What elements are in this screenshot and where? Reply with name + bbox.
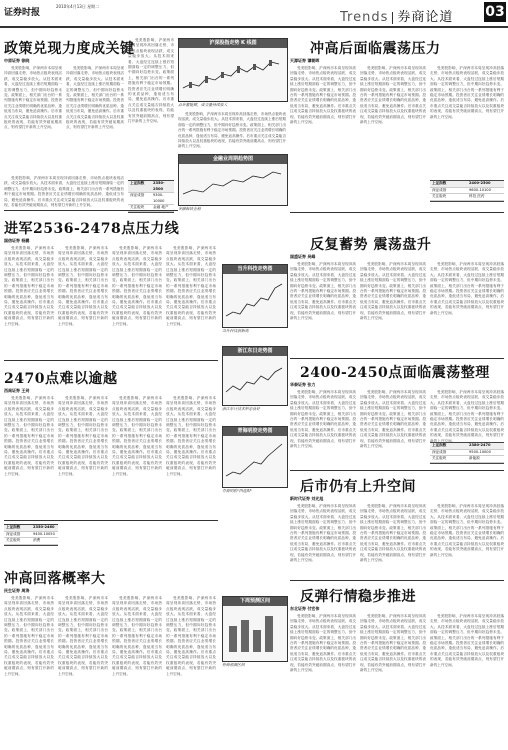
article-body: 受美股影响，沪深两市本周呈现冲高回落走势，市场热点板块表现活跃，成交量稳步放大。从技术面来看，大盘经过连续上涨后短期面临一定的调整压力，但中期向好趋势未变。政策面上，相关部门出台的一系列措施有利于稳定市场预期。投资者应关注业绩增长明确的优质品种，逢低适当布局，避免追高操作。后市重点关注成交量能否持续放大以及权重板块的表现，若能有效突破前期高点，则有望打开新的上升空间。: [360, 614, 426, 673]
byline-a5: 华泰证券 张力: [290, 382, 316, 387]
article-body: 受美股影响，沪深两市本周呈现冲高回落走势，市场热点板块表现活跃，成交量稳步放大。从技术面来看，大盘经过连续上涨后短期面临一定的调整压力，但中期向好趋势未变。政策面上，相关部门出台的一系列措施有利于稳定市场预期。投资者应关注业绩增长明确的优质品种，逢低适当布局，避免追高操作。后市重点关注成交量能否持续放大以及权重板块的表现，若能有效突破前期高点，则有望打开新的上升空间。: [128, 38, 174, 124]
chart-caption: 金融板块企稳: [178, 206, 201, 211]
chart-caption: 点金蓄能期，成交量持续放大: [178, 102, 228, 107]
byline-a4: 国盛证券 吴峰: [290, 254, 316, 259]
chart-caption: 浙江东日技术形态良好: [222, 406, 260, 411]
headline-a3: 进军2536-2478点压力线: [4, 221, 180, 237]
forecast-chart: [222, 596, 288, 662]
dateline: 2010年4月13日 星期二: [56, 4, 100, 9]
section-title-en: Trends: [340, 10, 389, 25]
forecast-table: 上证指数 2380-2470 深证成指 9500-10000 关注板块 新能源: [430, 442, 504, 464]
article-body: 受美股影响，沪深两市本周呈现冲高回落走势，市场热点板块表现活跃，成交量稳步放大。从技术面来看，大盘经过连续上涨后短期面临一定的调整压力，但中期向好趋势未变。政策面上，相关部门出台的一系列措施有利于稳定市场预期。投资者应关注业绩增长明确的优质品种，逢低适当布局，避免追高操作。后市重点关注成交量能否持续放大以及权重板块的表现，若能有效突破前期高点，则有望打开新的上升空间。: [290, 66, 356, 125]
stock-chart: [222, 426, 288, 488]
headline-a1: 政策兑现力度成关键: [4, 41, 135, 57]
headline-a5: 2400-2450点面临震荡整理: [300, 365, 490, 381]
byline-a1: 中原证券 徐晓: [4, 58, 30, 63]
byline-a3: 国信证券 杨鹏: [4, 238, 30, 243]
sector-chart-svg: [179, 164, 285, 202]
article-body: 受美股影响，沪深两市本周呈现冲高回落走势，市场热点板块表现活跃，成交量稳步放大。从技术面来看，大盘经过连续上涨后短期面临一定的调整压力，但中期向好趋势未变。政策面上，相关部门出台的一系列措施有利于稳定市场预期。投资者应关注业绩增长明确的优质品种，逢低适当布局，避免追高操作。后市重点关注成交量能否持续放大以及权重板块的表现，若能有效突破前期高点，则有望打开新的上升空间。: [58, 596, 108, 676]
article-body: 受美股影响，沪深两市本周呈现冲高回落走势，市场热点板块表现活跃，成交量稳步放大。从技术面来看，大盘经过连续上涨后短期面临一定的调整压力，但中期向好趋势未变。政策面上，相关部门出台的一系列措施有利于稳定市场预期。投资者应关注业绩增长明确的优质品种，逢低适当布局，避免追高操作。后市重点关注成交量能否持续放大以及权重板块的表现，若能有效突破前期高点，则有望打开新的上升空间。: [4, 246, 54, 326]
byline-a9: 东北证券 付宏伟: [290, 606, 320, 611]
chart-title: 浙江东日走势图: [223, 347, 287, 356]
chart-caption: 青海明胶"四连阳": [222, 488, 253, 493]
article-body: 受美股影响，沪深两市本周呈现冲高回落走势，市场热点板块表现活跃，成交量稳步放大。从技术面来看，大盘经过连续上涨后短期面临一定的调整压力，但中期向好趋势未变。政策面上，相关部门出台的一系列措施有利于稳定市场预期。投资者应关注业绩增长明确的优质品种，逢低适当布局，避免追高操作。后市重点关注成交量能否持续放大以及权重板块的表现，若能有效突破前期高点，则有望打开新的上升空间。: [290, 614, 356, 673]
chart-title: 下周预测区间: [223, 597, 287, 606]
byline-a8: 民生证券 周涛: [4, 588, 30, 593]
divider: [290, 212, 504, 213]
chart-caption: 券商预测区间: [222, 662, 245, 667]
article-body: 受美股影响，沪深两市本周呈现冲高回落走势，市场热点板块表现活跃，成交量稳步放大。从技术面来看，大盘经过连续上涨后短期面临一定的调整压力，但中期向好趋势未变。政策面上，相关部门出台的一系列措施有利于稳定市场预期。投资者应关注业绩增长明确的优质品种，逢低适当布局，避免追高操作。后市重点关注成交量能否持续放大以及权重板块的表现，若能有效突破前期高点，则有望打开新的上升空间。: [430, 504, 504, 557]
headline-a9: 反弹行情稳步推进: [300, 589, 416, 605]
divider: [4, 520, 218, 521]
headline-a6: 2470点难以逾越: [4, 371, 118, 387]
article-body: 受美股影响，沪深两市本周呈现冲高回落走势，市场热点板块表现活跃，成交量稳步放大。从技术面来看，大盘经过连续上涨后短期面临一定的调整压力，但中期向好趋势未变。政策面上，相关部门出台的一系列措施有利于稳定市场预期。投资者应关注业绩增长明确的优质品种，逢低适当布局，避免追高操作。后市重点关注成交量能否持续放大以及权重板块的表现，若能有效突破前期高点，则有望打开新的上升空间。: [112, 596, 162, 676]
article-body: 受美股影响，沪深两市本周呈现冲高回落走势，市场热点板块表现活跃，成交量稳步放大。从技术面来看，大盘经过连续上涨后短期面临一定的调整压力，但中期向好趋势未变。政策面上，相关部门出台的一系列措施有利于稳定市场预期。投资者应关注业绩增长明确的优质品种，逢低适当布局，避免追高操作。后市重点关注成交量能否持续放大以及权重板块的表现，若能有效突破前期高点，则有望打开新的上升空间。: [290, 262, 356, 321]
headline-a2: 冲高后面临震荡压力: [310, 41, 441, 57]
article-body: 受美股影响，沪深两市本周呈现冲高回落走势，市场热点板块表现活跃，成交量稳步放大。从技术面来看，大盘经过连续上涨后短期面临一定的调整压力，但中期向好趋势未变。政策面上，相关部门出台的一系列措施有利于稳定市场预期。投资者应关注业绩增长明确的优质品种，逢低适当布局，避免追高操作。后市重点关注成交量能否持续放大以及权重板块的表现，若能有效突破前期高点，则有望打开新的上升空间。: [4, 396, 54, 476]
article-body: 受美股影响，沪深两市本周呈现冲高回落走势，市场热点板块表现活跃，成交量稳步放大。从技术面来看，大盘经过连续上涨后短期面临一定的调整压力，但中期向好趋势未变。政策面上，相关部门出台的一系列措施有利于稳定市场预期。投资者应关注业绩增长明确的优质品种，逢低适当布局，避免追高操作。后市重点关注成交量能否持续放大以及权重板块的表现，若能有效突破前期高点，则有望打开新的上升空间。: [178, 112, 286, 149]
article-body: 受美股影响，沪深两市本周呈现冲高回落走势，市场热点板块表现活跃，成交量稳步放大。从技术面来看，大盘经过连续上涨后短期面临一定的调整压力，但中期向好趋势未变。政策面上，相关部门出台的一系列措施有利于稳定市场预期。投资者应关注业绩增长明确的优质品种，逢低适当布局，避免追高操作。后市重点关注成交量能否持续放大以及权重板块的表现，若能有效突破前期高点，则有望打开新的上升空间。: [290, 390, 356, 449]
chart-title: 青海明胶走势图: [223, 427, 287, 436]
article-body: 受美股影响，沪深两市本周呈现冲高回落走势，市场热点板块表现活跃，成交量稳步放大。从技术面来看，大盘经过连续上涨后短期面临一定的调整压力，但中期向好趋势未变。政策面上，相关部门出台的一系列措施有利于稳定市场预期。投资者应关注业绩增长明确的优质品种，逢低适当布局，避免追高操作。后市重点关注成交量能否持续放大以及权重板块的表现，若能有效突破前期高点，则有望打开新的上升空间。: [360, 262, 426, 321]
chart-title: 金融业周期趋势图: [179, 155, 287, 164]
newspaper-logo: 证券时报: [4, 8, 41, 18]
divider: [290, 580, 504, 581]
headline-a4: 反复蓄势 震荡盘升: [310, 237, 432, 253]
byline-a6: 西南证券 王剑: [4, 388, 30, 393]
stock-chart: [222, 346, 288, 406]
page-number: 03: [485, 4, 505, 20]
article-body: 受美股影响，沪深两市本周呈现冲高回落走势，市场热点板块表现活跃，成交量稳步放大。从技术面来看，大盘经过连续上涨后短期面临一定的调整压力，但中期向好趋势未变。政策面上，相关部门出台的一系列措施有利于稳定市场预期。投资者应关注业绩增长明确的优质品种，逢低适当布局，避免追高操作。后市重点关注成交量能否持续放大以及权重板块的表现，若能有效突破前期高点，则有望打开新的上升空间。: [360, 66, 426, 125]
article-body: 受美股影响，沪深两市本周呈现冲高回落走势，市场热点板块表现活跃，成交量稳步放大。从技术面来看，大盘经过连续上涨后短期面临一定的调整压力，但中期向好趋势未变。政策面上，相关部门出台的一系列措施有利于稳定市场预期。投资者应关注业绩增长明确的优质品种，逢低适当布局，避免追高操作。后市重点关注成交量能否持续放大以及权重板块的表现，若能有效突破前期高点，则有望打开新的上升空间。: [430, 66, 504, 119]
section-title: [340, 6, 453, 25]
article-body: 受美股影响，沪深两市本周呈现冲高回落走势，市场热点板块表现活跃，成交量稳步放大。从技术面来看，大盘经过连续上涨后短期面临一定的调整压力，但中期向好趋势未变。政策面上，相关部门出台的一系列措施有利于稳定市场预期。投资者应关注业绩增长明确的优质品种，逢低适当布局，避免追高操作。后市重点关注成交量能否持续放大以及权重板块的表现，若能有效突破前期高点，则有望打开新的上升空间。: [112, 246, 162, 326]
forecast-table: 上证指数 2350-2460 深证成指 9400-10050 关注板块 消费: [4, 524, 58, 546]
article-body: 受美股影响，沪深两市本周呈现冲高回落走势，市场热点板块表现活跃，成交量稳步放大。从技术面来看，大盘经过连续上涨后短期面临一定的调整压力，但中期向好趋势未变。政策面上，相关部门出台的一系列措施有利于稳定市场预期。投资者应关注业绩增长明确的优质品种，逢低适当布局，避免追高操作。后市重点关注成交量能否持续放大以及权重板块的表现，若能有效突破前期高点，则有望打开新的上升空间。: [4, 596, 54, 676]
chart-caption: 当升科技创新高: [222, 328, 249, 333]
article-body: 受美股影响，沪深两市本周呈现冲高回落走势，市场热点板块表现活跃，成交量稳步放大。从技术面来看，大盘经过连续上涨后短期面临一定的调整压力，但中期向好趋势未变。政策面上，相关部门出台的一系列措施有利于稳定市场预期。投资者应关注业绩增长明确的优质品种，逢低适当布局，避免追高操作。后市重点关注成交量能否持续放大以及权重板块的表现，若能有效突破前期高点，则有望打开新的上升空间。: [58, 396, 108, 476]
article-body: 受美股影响，沪深两市本周呈现冲高回落走势，市场热点板块表现活跃，成交量稳步放大。从技术面来看，大盘经过连续上涨后短期面临一定的调整压力，但中期向好趋势未变。政策面上，相关部门出台的一系列措施有利于稳定市场预期。投资者应关注业绩增长明确的优质品种，逢低适当布局，避免追高操作。后市重点关注成交量能否持续放大以及权重板块的表现，若能有效突破前期高点，则有望打开新的上升空间。: [430, 614, 504, 667]
stock-chart: [222, 264, 288, 328]
forecast-chart-svg: [223, 606, 285, 658]
article-body: 受美股影响，沪深两市本周呈现冲高回落走势，市场热点板块表现活跃，成交量稳步放大。从技术面来看，大盘经过连续上涨后短期面临一定的调整压力，但中期向好趋势未变。政策面上，相关部门出台的一系列措施有利于稳定市场预期。投资者应关注业绩增长明确的优质品种，逢低适当布局，避免追高操作。后市重点关注成交量能否持续放大以及权重板块的表现，若能有效突破前期高点，则有望打开新的上升空间。: [360, 504, 426, 563]
forecast-table: 上证指数 2350-2500 深证成指 9300-10000 关注板块 金融 地产: [128, 180, 174, 213]
article-body: 受美股影响，沪深两市本周呈现冲高回落走势，市场热点板块表现活跃，成交量稳步放大。从技术面来看，大盘经过连续上涨后短期面临一定的调整压力，但中期向好趋势未变。政策面上，相关部门出台的一系列措施有利于稳定市场预期。投资者应关注业绩增长明确的优质品种，逢低适当布局，避免追高操作。后市重点关注成交量能否持续放大以及权重板块的表现，若能有效突破前期高点，则有望打开新的上升空间。: [66, 66, 124, 130]
byline-a2: 天源证券 谭朝晖: [290, 58, 320, 63]
chart-title: 沪深股指走势 K 线图: [179, 39, 287, 48]
article-body: 受美股影响，沪深两市本周呈现冲高回落走势，市场热点板块表现活跃，成交量稳步放大。从技术面来看，大盘经过连续上涨后短期面临一定的调整压力，但中期向好趋势未变。政策面上，相关部门出台的一系列措施有利于稳定市场预期。投资者应关注业绩增长明确的优质品种，逢低适当布局，避免追高操作。后市重点关注成交量能否持续放大以及权重板块的表现，若能有效突破前期高点，则有望打开新的上升空间。: [166, 246, 216, 326]
article-body: 受美股影响，沪深两市本周呈现冲高回落走势，市场热点板块表现活跃，成交量稳步放大。从技术面来看，大盘经过连续上涨后短期面临一定的调整压力，但中期向好趋势未变。政策面上，相关部门出台的一系列措施有利于稳定市场预期。投资者应关注业绩增长明确的优质品种，逢低适当布局，避免追高操作。后市重点关注成交量能否持续放大以及权重板块的表现，若能有效突破前期高点，则有望打开新的上升空间。: [430, 262, 504, 315]
article-body: 受美股影响，沪深两市本周呈现冲高回落走势，市场热点板块表现活跃，成交量稳步放大。从技术面来看，大盘经过连续上涨后短期面临一定的调整压力，但中期向好趋势未变。政策面上，相关部门出台的一系列措施有利于稳定市场预期。投资者应关注业绩增长明确的优质品种，逢低适当布局，避免追高操作。后市重点关注成交量能否持续放大以及权重板块的表现，若能有效突破前期高点，则有望打开新的上升空间。: [166, 596, 216, 676]
forecast-table: 上证指数 2400-2500 深证成指 9600-10100 关注板块 科技 医药: [430, 180, 504, 202]
stock-chart-svg: [223, 436, 285, 484]
article-body: 受美股影响，沪深两市本周呈现冲高回落走势，市场热点板块表现活跃，成交量稳步放大。从技术面来看，大盘经过连续上涨后短期面临一定的调整压力，但中期向好趋势未变。政策面上，相关部门出台的一系列措施有利于稳定市场预期。投资者应关注业绩增长明确的优质品种，逢低适当布局，避免追高操作。后市重点关注成交量能否持续放大以及权重板块的表现，若能有效突破前期高点，则有望打开新的上升空间。: [112, 396, 162, 476]
article-body: 受美股影响，沪深两市本周呈现冲高回落走势，市场热点板块表现活跃，成交量稳步放大。从技术面来看，大盘经过连续上涨后短期面临一定的调整压力，但中期向好趋势未变。政策面上，相关部门出台的一系列措施有利于稳定市场预期。投资者应关注业绩增长明确的优质品种，逢低适当布局，避免追高操作。后市重点关注成交量能否持续放大以及权重板块的表现，若能有效突破前期高点，则有望打开新的上升空间。: [4, 176, 124, 208]
stock-chart-svg: [223, 274, 285, 324]
article-body: 受美股影响，沪深两市本周呈现冲高回落走势，市场热点板块表现活跃，成交量稳步放大。从技术面来看，大盘经过连续上涨后短期面临一定的调整压力，但中期向好趋势未变。政策面上，相关部门出台的一系列措施有利于稳定市场预期。投资者应关注业绩增长明确的优质品种，逢低适当布局，避免追高操作。后市重点关注成交量能否持续放大以及权重板块的表现，若能有效突破前期高点，则有望打开新的上升空间。: [166, 396, 216, 476]
article-body: 受美股影响，沪深两市本周呈现冲高回落走势，市场热点板块表现活跃，成交量稳步放大。从技术面来看，大盘经过连续上涨后短期面临一定的调整压力，但中期向好趋势未变。政策面上，相关部门出台的一系列措施有利于稳定市场预期。投资者应关注业绩增长明确的优质品种，逢低适当布局，避免追高操作。后市重点关注成交量能否持续放大以及权重板块的表现，若能有效突破前期高点，则有望打开新的上升空间。: [360, 390, 426, 449]
article-body: 受美股影响，沪深两市本周呈现冲高回落走势，市场热点板块表现活跃，成交量稳步放大。从技术面来看，大盘经过连续上涨后短期面临一定的调整压力，但中期向好趋势未变。政策面上，相关部门出台的一系列措施有利于稳定市场预期。投资者应关注业绩增长明确的优质品种，逢低适当布局，避免追高操作。后市重点关注成交量能否持续放大以及权重板块的表现，若能有效突破前期高点，则有望打开新的上升空间。: [4, 66, 62, 130]
divider: [4, 210, 178, 211]
article-body: 受美股影响，沪深两市本周呈现冲高回落走势，市场热点板块表现活跃，成交量稳步放大。从技术面来看，大盘经过连续上涨后短期面临一定的调整压力，但中期向好趋势未变。政策面上，相关部门出台的一系列措施有利于稳定市场预期。投资者应关注业绩增长明确的优质品种，逢低适当布局，避免追高操作。后市重点关注成交量能否持续放大以及权重板块的表现，若能有效突破前期高点，则有望打开新的上升空间。: [430, 390, 504, 443]
section-title-cn: 券商论道: [397, 10, 454, 25]
byline-a7: 新时代证券 刘光旭: [290, 496, 324, 501]
article-body: 受美股影响，沪深两市本周呈现冲高回落走势，市场热点板块表现活跃，成交量稳步放大。从技术面来看，大盘经过连续上涨后短期面临一定的调整压力，但中期向好趋势未变。政策面上，相关部门出台的一系列措施有利于稳定市场预期。投资者应关注业绩增长明确的优质品种，逢低适当布局，避免追高操作。后市重点关注成交量能否持续放大以及权重板块的表现，若能有效突破前期高点，则有望打开新的上升空间。: [58, 246, 108, 326]
headline-a8: 冲高回落概率大: [4, 571, 106, 587]
kline-chart: [178, 38, 288, 102]
divider: [290, 358, 504, 359]
divider: [4, 360, 218, 361]
sector-chart: [178, 154, 288, 206]
chart-title: 当升科技走势图: [223, 265, 287, 274]
kline-chart-svg: [179, 48, 285, 98]
divider: [290, 470, 504, 471]
article-body: 受美股影响，沪深两市本周呈现冲高回落走势，市场热点板块表现活跃，成交量稳步放大。从技术面来看，大盘经过连续上涨后短期面临一定的调整压力，但中期向好趋势未变。政策面上，相关部门出台的一系列措施有利于稳定市场预期。投资者应关注业绩增长明确的优质品种，逢低适当布局，避免追高操作。后市重点关注成交量能否持续放大以及权重板块的表现，若能有效突破前期高点，则有望打开新的上升空间。: [290, 504, 356, 563]
stock-chart-svg: [223, 356, 285, 402]
headline-a7: 后市仍有上升空间: [300, 479, 416, 495]
